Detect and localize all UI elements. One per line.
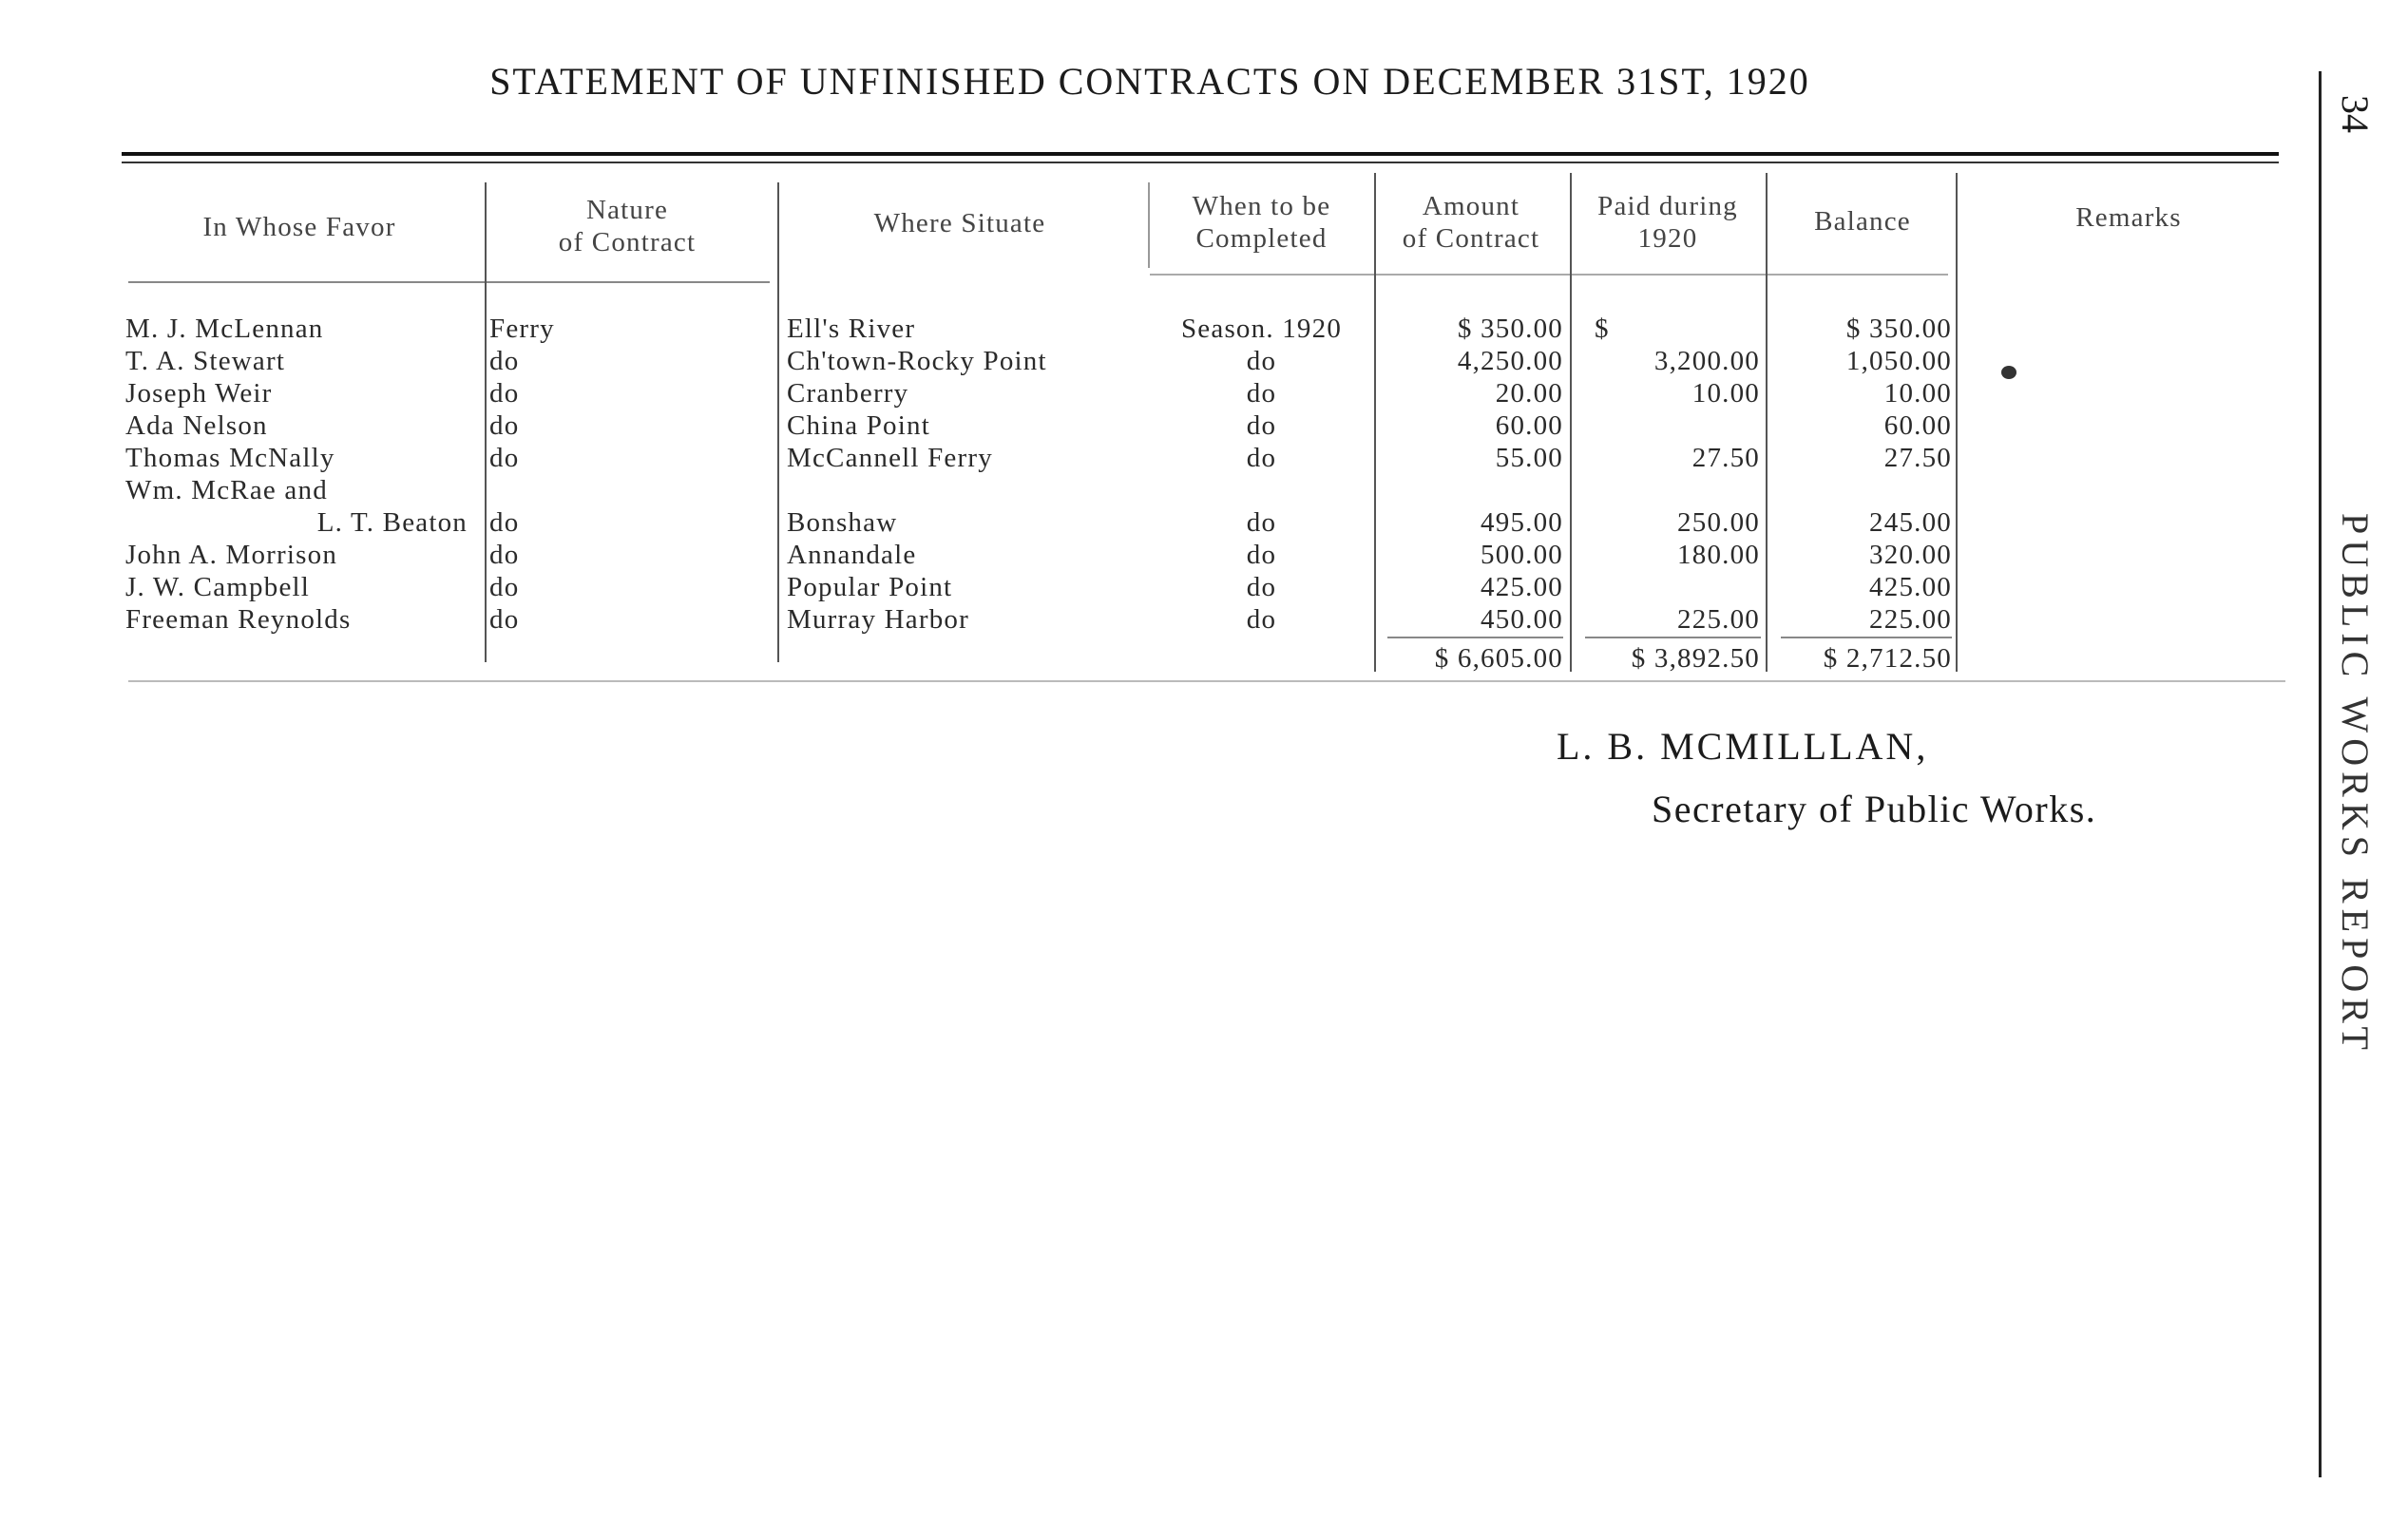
cell-balance: $ 350.00 xyxy=(1845,314,1952,344)
header-remarks: Remarks xyxy=(2075,202,2182,233)
cell-amount: 425.00 xyxy=(1481,572,1563,602)
cell-paid: $ xyxy=(1595,314,1610,344)
cell-balance: 425.00 xyxy=(1869,572,1952,602)
header-when-line2: Completed xyxy=(1195,223,1328,254)
cell-paid: 27.50 xyxy=(1691,443,1760,473)
cell-balance: 245.00 xyxy=(1869,507,1952,538)
page-number: 34 xyxy=(2334,95,2377,133)
header-in-whose-favor: In Whose Favor xyxy=(202,212,396,242)
cell-in-whose-favor: L. T. Beaton xyxy=(316,507,468,538)
cell-amount: 55.00 xyxy=(1495,443,1563,473)
margin-rule xyxy=(2319,71,2322,1477)
total-rule xyxy=(1781,637,1952,638)
cell-paid: 10.00 xyxy=(1691,378,1760,409)
cell-balance: 10.00 xyxy=(1883,378,1952,409)
cell-where-situate: Popular Point xyxy=(787,572,953,602)
cell-paid: 225.00 xyxy=(1677,604,1760,635)
cell-where-situate: Bonshaw xyxy=(787,507,898,538)
cell-in-whose-favor: John A. Morrison xyxy=(125,540,338,570)
header-underline xyxy=(128,281,770,283)
header-nature-line2: of Contract xyxy=(558,227,697,257)
cell-nature: do xyxy=(489,572,520,602)
cell-nature: do xyxy=(489,604,520,635)
table-top-rule-thin xyxy=(122,162,2279,163)
cell-in-whose-favor: Thomas McNally xyxy=(125,443,335,473)
cell-where-situate: Cranberry xyxy=(787,378,909,409)
total-paid: $ 3,892.50 xyxy=(1631,643,1760,674)
signature-title: Secretary of Public Works. xyxy=(1652,788,2097,830)
total-rule xyxy=(1585,637,1761,638)
cell-paid: 250.00 xyxy=(1677,507,1760,538)
cell-nature: do xyxy=(489,507,520,538)
cell-where-situate: McCannell Ferry xyxy=(787,443,993,473)
total-amount: $ 6,605.00 xyxy=(1434,643,1563,674)
header-amount-line1: Amount xyxy=(1422,191,1520,221)
cell-when-completed: do xyxy=(1246,346,1277,376)
cell-paid: 3,200.00 xyxy=(1653,346,1760,376)
cell-balance: 27.50 xyxy=(1883,443,1952,473)
running-title: PUBLIC WORKS REPORT xyxy=(2334,513,2377,1056)
cell-amount: $ 350.00 xyxy=(1457,314,1563,344)
cell-in-whose-favor: M. J. McLennan xyxy=(125,314,324,344)
cell-in-whose-favor: Joseph Weir xyxy=(125,378,273,409)
cell-in-whose-favor: T. A. Stewart xyxy=(125,346,286,376)
cell-when-completed: do xyxy=(1246,410,1277,441)
cell-balance: 225.00 xyxy=(1869,604,1952,635)
column-divider xyxy=(1374,173,1376,672)
cell-amount: 450.00 xyxy=(1481,604,1563,635)
cell-when-completed: Season. 1920 xyxy=(1180,314,1343,344)
cell-balance: 1,050.00 xyxy=(1845,346,1952,376)
cell-in-whose-favor: Ada Nelson xyxy=(125,410,268,441)
total-balance: $ 2,712.50 xyxy=(1823,643,1952,674)
page-title: STATEMENT OF UNFINISHED CONTRACTS ON DECEMBER 31ST, 1920 xyxy=(489,60,1810,103)
cell-amount: 4,250.00 xyxy=(1457,346,1563,376)
ink-blot xyxy=(2001,366,2016,379)
cell-nature: do xyxy=(489,346,520,376)
cell-where-situate: Annandale xyxy=(787,540,917,570)
table-bottom-rule xyxy=(128,680,2285,682)
cell-nature: Ferry xyxy=(489,314,555,344)
cell-nature: do xyxy=(489,410,520,441)
cell-when-completed: do xyxy=(1246,378,1277,409)
cell-where-situate: Murray Harbor xyxy=(787,604,969,635)
column-divider xyxy=(1148,182,1150,268)
cell-when-completed: do xyxy=(1246,572,1277,602)
cell-in-whose-favor: Freeman Reynolds xyxy=(125,604,352,635)
cell-balance: 60.00 xyxy=(1883,410,1952,441)
header-amount-line2: of Contract xyxy=(1402,223,1540,254)
header-balance: Balance xyxy=(1814,206,1911,237)
cell-in-whose-favor: J. W. Campbell xyxy=(125,572,311,602)
table-top-rule xyxy=(122,152,2279,156)
header-nature-line1: Nature xyxy=(585,195,669,225)
column-divider xyxy=(1956,173,1958,672)
header-paid-line1: Paid during xyxy=(1597,191,1738,221)
cell-where-situate: Ell's River xyxy=(787,314,916,344)
cell-where-situate: Ch'town-Rocky Point xyxy=(787,346,1047,376)
cell-nature: do xyxy=(489,443,520,473)
column-divider xyxy=(777,182,779,662)
header-when-line1: When to be xyxy=(1192,191,1331,221)
cell-when-completed: do xyxy=(1246,507,1277,538)
cell-in-whose-favor: Wm. McRae and xyxy=(125,475,328,505)
header-where-situate: Where Situate xyxy=(873,208,1046,238)
header-paid-line2: 1920 xyxy=(1637,223,1698,254)
cell-when-completed: do xyxy=(1246,443,1277,473)
cell-balance: 320.00 xyxy=(1869,540,1952,570)
total-rule xyxy=(1387,637,1563,638)
cell-when-completed: do xyxy=(1246,604,1277,635)
cell-nature: do xyxy=(489,378,520,409)
column-divider xyxy=(485,182,487,662)
cell-where-situate: China Point xyxy=(787,410,930,441)
cell-amount: 60.00 xyxy=(1495,410,1563,441)
column-divider xyxy=(1570,173,1572,672)
cell-amount: 20.00 xyxy=(1495,378,1563,409)
cell-nature: do xyxy=(489,540,520,570)
header-underline xyxy=(1150,274,1948,276)
cell-amount: 500.00 xyxy=(1481,540,1563,570)
cell-when-completed: do xyxy=(1246,540,1277,570)
signature-name: L. B. MCMILLLAN, xyxy=(1557,725,1929,768)
cell-paid: 180.00 xyxy=(1677,540,1760,570)
cell-amount: 495.00 xyxy=(1481,507,1563,538)
column-divider xyxy=(1766,173,1768,672)
